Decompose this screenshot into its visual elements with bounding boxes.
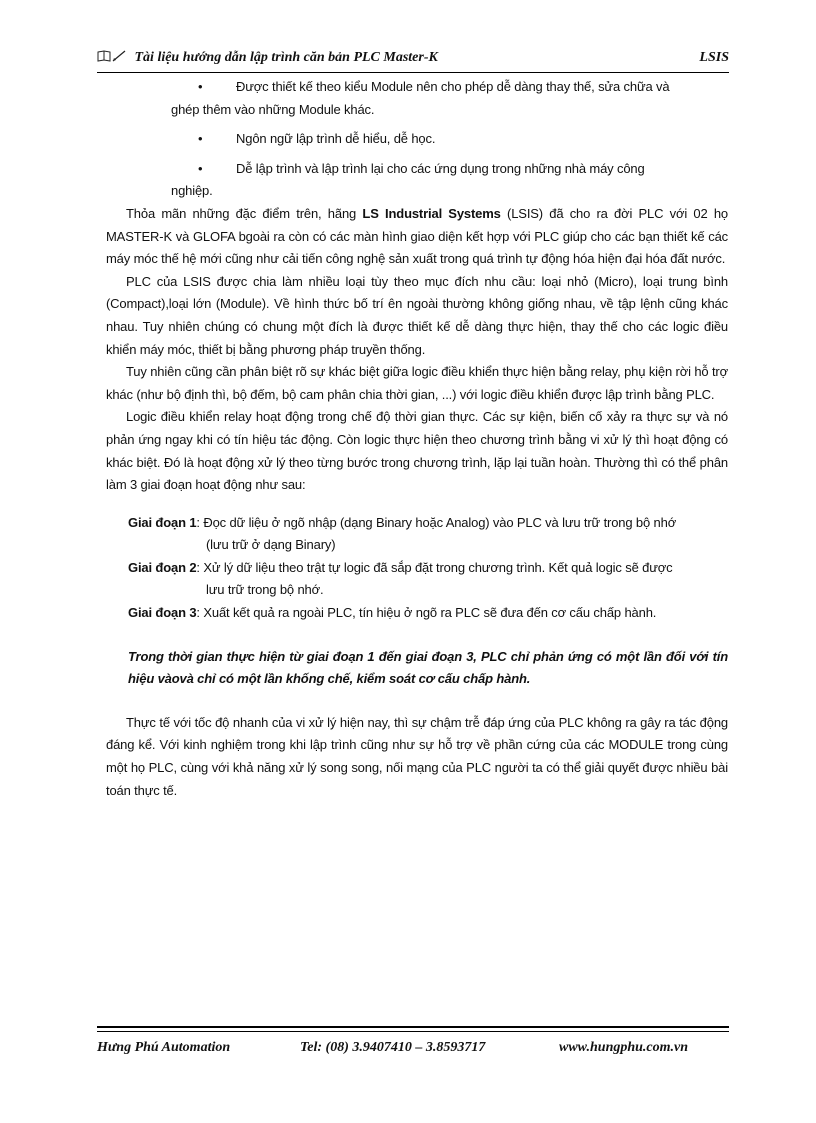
footer-website[interactable]: www.hungphu.com.vn bbox=[559, 1040, 689, 1055]
stage-item bbox=[106, 512, 728, 535]
paragraph-relay-vs-plc: Tuy nhiên cũng cần phân biệt rõ sự khác biệt giữa logic điều khiển thực hiện bằng relay, phụ kiện rời hỗ trợ khác (như bộ định thì, bộ đếm, bộ cam phân chia thời gian, ...) với logic điều khiển được lập trình bằng PLC. bbox=[106, 364, 728, 402]
footer-company: Hưng Phú Automation bbox=[97, 1040, 231, 1055]
paragraph-lsis bbox=[106, 203, 728, 271]
bullet-icon: • bbox=[198, 160, 203, 176]
emphasis-note: Trong thời gian thực hiện từ giai đoạn 1 đến giai đoạn 3, PLC chỉ phản ứng có một lần đối với tín hiệu vàovà chỉ có một lần khống chế, kiểm soát cơ cấu chấp hành. bbox=[128, 648, 728, 687]
paragraph-text: (LSIS) đã cho ra đời PLC với 02 họ MASTER-K và GLOFA bgoài ra còn có các màn hình giao diện kết hợp với PLC giúp cho các bạn thiết kế các máy móc thế hệ mới cũng như cải tiến công nghệ sản xuất trong quá trình tự động hóa hiện đại hóa đất nước. bbox=[106, 205, 729, 267]
book-icon bbox=[97, 50, 127, 62]
paragraph-relay-logic: Logic điều khiển relay hoạt động trong chế độ thời gian thực. Các sự kiện, biến cố xảy ra thực sự và nó phản ứng ngay khi có tín hiệu tác động. Còn logic thực hiện theo chương trình bằng vi xử lý thì hoạt động có khác biệt. Đó là hoạt động xử lý theo từng bước trong chương trình, lặp lại tuần hoàn. Thường thì có thể phân làm 3 giai đoạn hoạt động như sau: bbox=[106, 409, 728, 493]
paragraph-closing: Thực tế với tốc độ nhanh của vi xử lý hiện nay, thì sự chậm trễ đáp ứng của PLC không ra gây ra tác động đáng kể. Với kinh nghiệm trong khi lập trình cũng như sự hỗ trợ về phần cứng của các MODULE trong cùng một họ PLC, cùng với khả năng xử lý song song, nối mạng của PLC người ta có thể giải quyết được nhiều bài toán thực tế. bbox=[106, 714, 728, 798]
bullet-icon: • bbox=[198, 131, 203, 147]
bullet-continuation: ghép thêm vào những Module khác. bbox=[171, 101, 375, 117]
brand-label: LSIS bbox=[699, 50, 729, 65]
stage-label: Giai đoạn 2 bbox=[128, 559, 197, 575]
page-header bbox=[97, 50, 729, 72]
company-name: LS Industrial Systems bbox=[362, 205, 501, 221]
footer-divider bbox=[97, 1026, 729, 1028]
bullet-icon: • bbox=[198, 79, 203, 94]
footer-phone: Tel: (08) 3.9407410 – 3.8593717 bbox=[300, 1040, 486, 1055]
paragraph-plc-types: PLC của LSIS được chia làm nhiều loại tùy theo mục đích nhu cầu: loại nhỏ (Micro), loại trung bình (Compact),loại lớn (Module). Về hình thức bố trí ên ngoài thường không giống nhau, về tập lệnh cũng khác nhau. Tuy nhiên chúng có chung một đích là được thiết kế dễ dàng thực hiện, thay thế cho các logic điều khiển máy móc, thiết bị bằng phương pháp truyền thống. bbox=[106, 273, 728, 357]
stage-text: : Xử lý dữ liệu theo trật tự logic đã sắp đặt trong chương trình. Kết quả logic sẽ được bbox=[196, 559, 673, 575]
bullet-text: Được thiết kế theo kiểu Module nên cho phép dễ dàng thay thế, sửa chữa và bbox=[236, 79, 670, 94]
bullet-item bbox=[106, 76, 728, 99]
document-title: Tài liệu hướng dẫn lập trình căn bản PLC Master-K bbox=[134, 50, 438, 65]
stage-text: : Đọc dữ liệu ở ngõ nhập (dạng Binary hoặc Analog) vào PLC và lưu trữ trong bộ nhớ bbox=[196, 514, 677, 530]
footer-divider bbox=[97, 1031, 729, 1032]
bullet-item bbox=[106, 128, 728, 151]
stage-label: Giai đoạn 3 bbox=[128, 605, 197, 621]
stage-item bbox=[106, 557, 728, 580]
paragraph-text: Thỏa mãn những đặc điểm trên, hãng bbox=[126, 205, 363, 221]
book-pen-icon bbox=[97, 50, 131, 65]
stage-text: : Xuất kết quả ra ngoài PLC, tín hiệu ở ngõ ra PLC sẽ đưa đến cơ cấu chấp hành. bbox=[196, 605, 657, 621]
stage-item bbox=[106, 602, 728, 625]
bullet-item bbox=[106, 158, 728, 181]
bullet-text: Ngôn ngữ lập trình dễ hiểu, dễ học. bbox=[236, 131, 436, 147]
bullet-text: Dễ lập trình và lập trình lại cho các ứng dụng trong những nhà máy công bbox=[236, 160, 645, 176]
stage-label: Giai đoạn 1 bbox=[128, 514, 197, 530]
stage-continuation: (lưu trữ ở dạng Binary) bbox=[206, 537, 336, 553]
document-body bbox=[106, 76, 728, 802]
header-title bbox=[97, 50, 438, 66]
bullet-continuation: nghiệp. bbox=[171, 183, 213, 199]
header-divider bbox=[97, 72, 729, 73]
stage-continuation: lưu trữ trong bộ nhớ. bbox=[206, 582, 324, 598]
